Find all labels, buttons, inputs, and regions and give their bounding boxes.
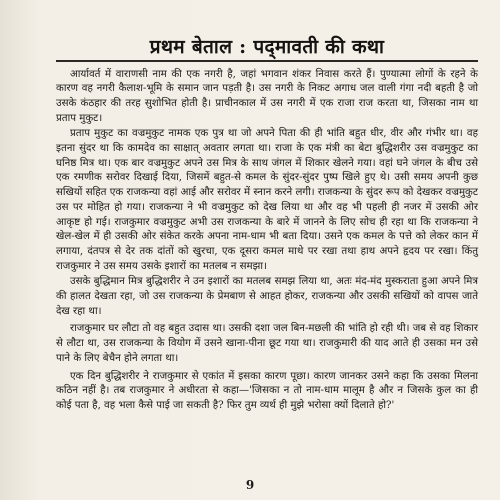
- paragraph-2: प्रताप मुकुट का वज्रमुकुट नामक एक पुत्र था जो अपने पिता की ही भांति बहुत धीर, वीर और गंभीर था। वह इतना सुंदर था कि कामदेव का साक्षात् अवतार लगता था। राजा के एक मंत्री का बेटा बुद्धिशरीर उस वज्रमुकुट का घनिष्ठ मित्र था। एक बार वज्रमुकुट अपने उस मित्र के साथ जंगल में शिकार खेलने गया। वहां घने जंगल के बीच उसे एक रमणीक सरोवर दिखाई दिया, जिसमें बहुत-से कमल के सुंदर-सुंदर पुष्प खिले हुए थे। उसी समय अपनी कुछ सखियों सहित एक राजकन्या वहां आई और सरोवर में स्नान करने लगी। राजकन्या के सुंदर रूप को देखकर वज्रमुकुट उस पर मोहित हो गया। राजकन्या ने भी वज्रमुकुट को देख लिया था और वह भी पहली ही नजर में उसकी ओर आकृष्ट हो गई। राजकुमार वज्रमुकुट अभी उस राजकन्या के बारे में जानने के लिए सोच ही रहा था कि राजकन्या ने खेल-खेल में ही उसकी ओर संकेत करके अपना नाम-धाम भी बता दिया। उसने एक कमल के पत्ते को लेकर कान में लगाया, दंतपत्र से देर तक दांतों को खुरचा, एक दूसरा कमल माथे पर रखा तथा हाथ अपने हृदय पर रखा। किंतु राजकुमार ने उस समय उसके इशारों का मतलब न समझा।: [56, 128, 478, 272]
- paragraph-5: एक दिन बुद्धिशरीर ने राजकुमार से एकांत में इसका कारण पूछा। कारण जानकर उसने कहा कि उसका मिलना कठिन नहीं है। तब राजकुमार ने अधीरता से कहा—'जिसका न तो नाम-धाम मालूम है और न जिसके कुल का ही कोई पता है, वह भला कैसे पाई जा सकती है? फिर तुम व्यर्थ ही मुझे भरोसा क्यों दिलाते हो?': [56, 370, 478, 411]
- paragraph-4: राजकुमार घर लौटा तो वह बहुत उदास था। उसकी दशा जल बिन-मछली की भांति हो रही थी। जब से वह शिकार से लौटा था, उस राजकन्या के वियोग में उसने खाना-पीना छूट गया था। राजकुमारी की याद आते ही उसका मन उसे पाने के लिए बेचैन होने लगता था।: [56, 323, 478, 364]
- paragraph-1: आर्यावर्त में वाराणसी नाम की एक नगरी है, जहां भगवान शंकर निवास करते हैं। पुण्यात्मा लोगों के रहने के कारण वह नगरी कैलाश-भूमि के समान जान पड़ती है। उस नगरी के निकट अगाध जल वाली गंगा नदी बहती है जो उसके कंठहार की तरह सुशोभित होती है। प्राचीनकाल में उस नगरी में एक राजा राज करता था, जिसका नाम था प्रताप मुकुट।: [56, 68, 478, 124]
- story-body: [56, 68, 478, 414]
- page-number: 9: [245, 478, 255, 492]
- paragraph-3: उसके बुद्धिमान मित्र बुद्धिशरीर ने उन इशारों का मतलब समझ लिया था, अतः मंद-मंद मुस्कराता हुआ अपने मित्र की हालत देखता रहा, जो उस राजकन्या के प्रेमबाण से आहत होकर, राजकन्या और उसकी सखियों को वापस जाते देख रहा था।: [56, 276, 478, 317]
- title-divider: [56, 60, 478, 62]
- chapter-title: प्रथम बेताल : पद्‌मावती की कथा: [149, 36, 385, 58]
